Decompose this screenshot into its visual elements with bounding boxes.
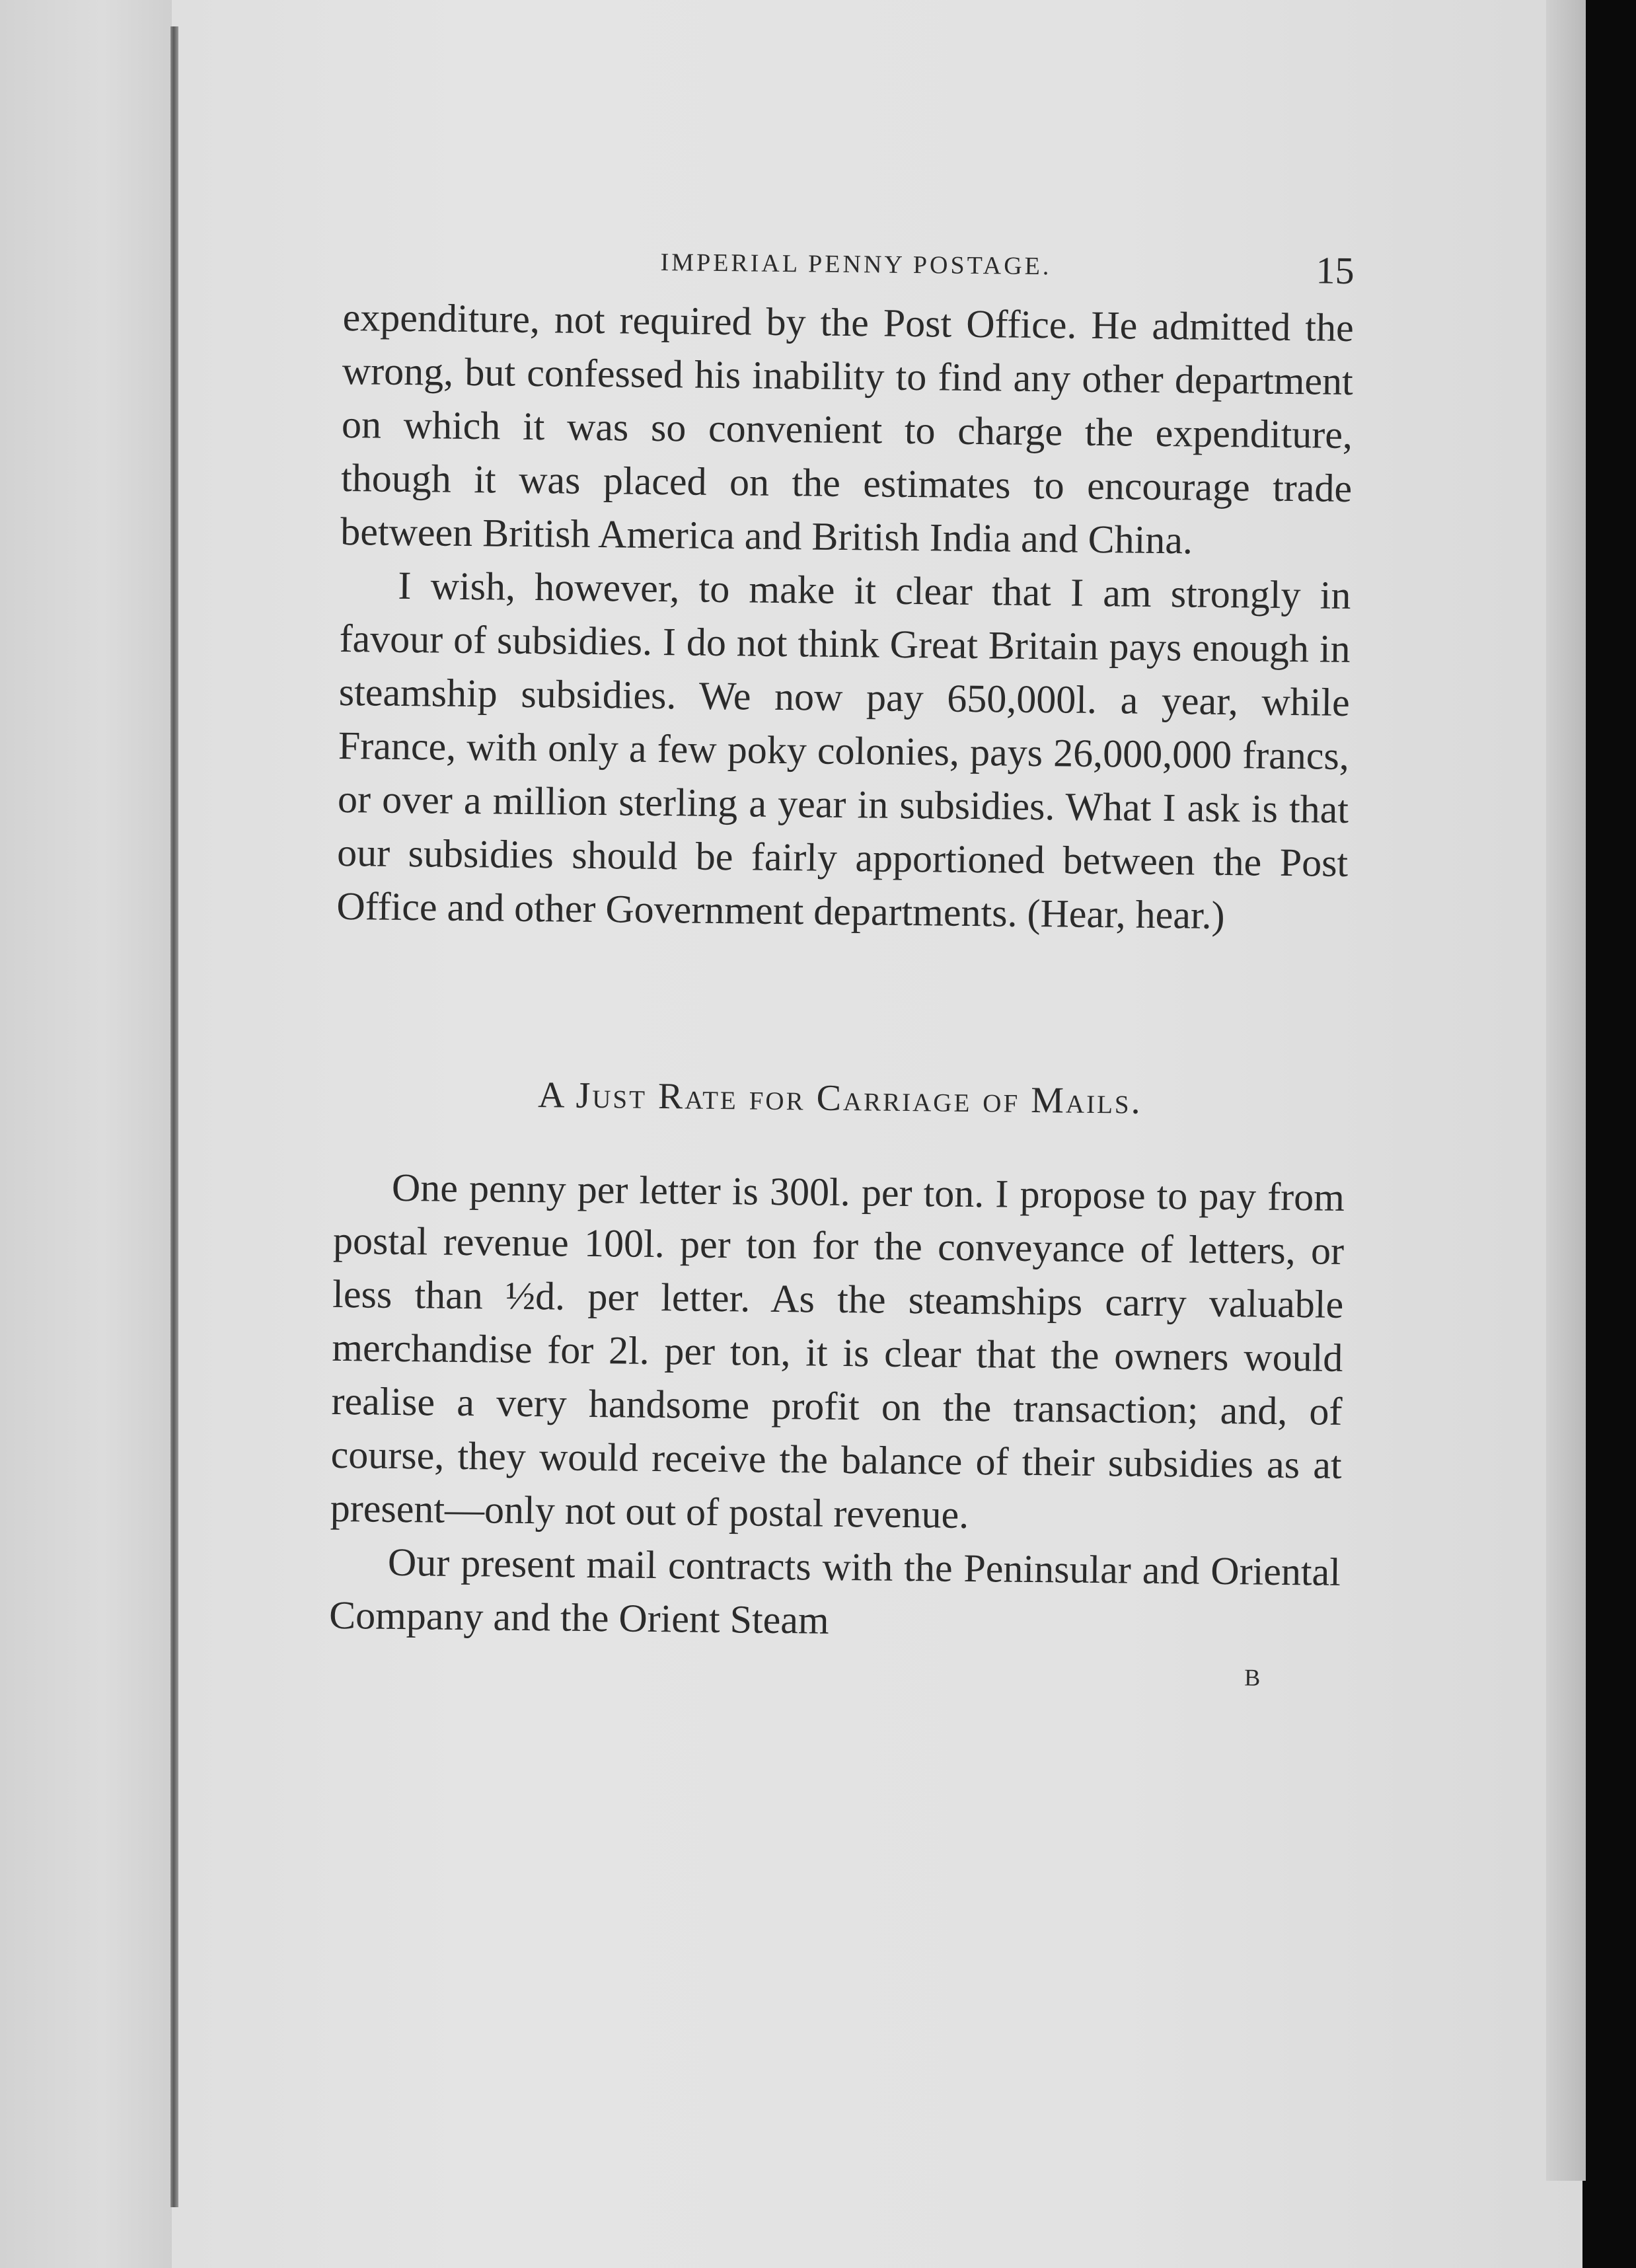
page-number: 15: [1316, 248, 1355, 293]
facing-page-edge: [0, 0, 172, 2268]
page-text-block: [328, 238, 1355, 1692]
running-title: IMPERIAL PENNY POSTAGE.: [660, 248, 1052, 281]
signature-mark: B: [1244, 1664, 1261, 1691]
paragraph-contracts: Our present mail contracts with the Peninsular and Oriental Company and the Orient Steam: [328, 1540, 1341, 1642]
running-head: [343, 238, 1355, 301]
paragraph-subsidies: I wish, however, to make it clear that I am strongly in favour of subsidies. I do not think Great Britain pays enough in steamship subsidies. We now pay 650,000l. a year, while France, with only a few poky colonies, pays 26,000,000 francs, or over a million sterling a year in subsidies. What I ask is that our subsidies should be fairly apportioned between the Post Office and other Government departments. (Hear, hear.): [336, 563, 1351, 938]
paragraph-continued: expenditure, not required by the Post Office. He admitted the wrong, but confessed his inability to find any other department on which it was so convenient to charge the expenditure, though it was placed on the estimates to encourage trade between British America and British India and China.: [340, 295, 1355, 562]
paragraph-rate: One penny per letter is 300l. per ton. I propose to pay from postal revenue 100l. per ton for the conveyance of letters, or less than ½d. per letter. As the steamships carry valuable merchandise for 2l. per ton, it is clear that the owners would realise a very handsome profit on the transaction; and, of course, they would receive the balance of their subsidies as at present—only not out of postal revenue.: [330, 1165, 1345, 1537]
page-edge-shadow: [1546, 0, 1586, 2181]
binding-edge: [170, 26, 178, 2207]
section-heading: A Just Rate for Carriage of Mails.: [537, 1075, 1142, 1122]
